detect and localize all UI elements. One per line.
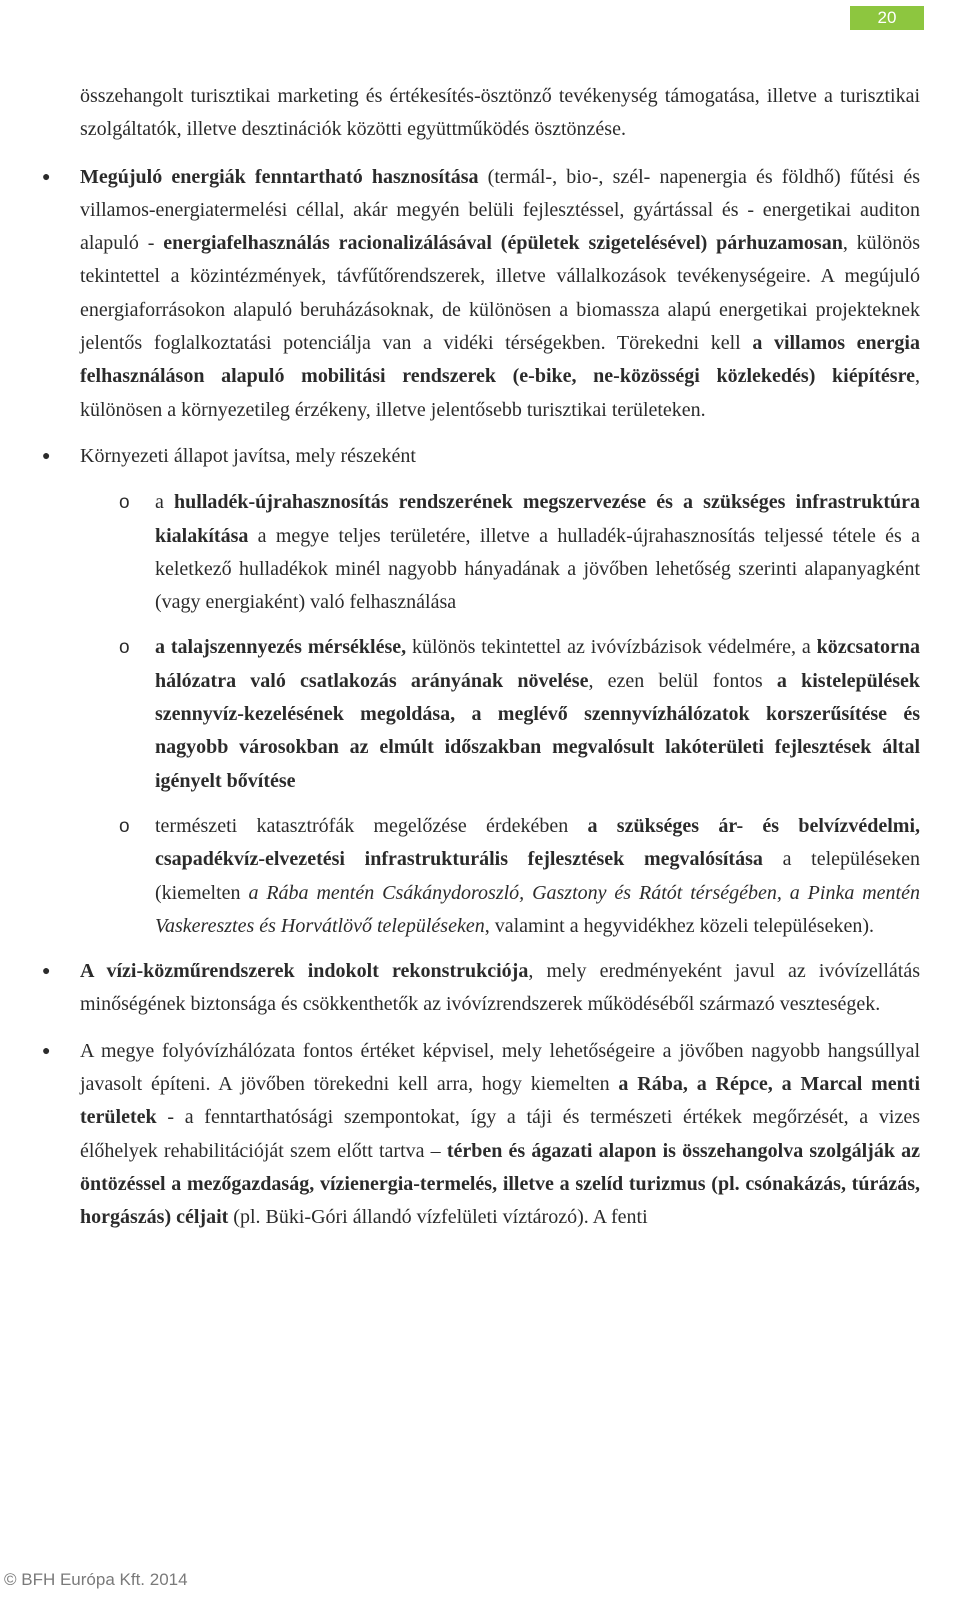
sub-bullet-icon: o bbox=[119, 637, 130, 659]
document-body bbox=[42, 80, 921, 1248]
sub-bullet-icon: o bbox=[119, 815, 130, 837]
bullet-renewable-energy bbox=[42, 161, 921, 427]
subitem-text: a hulladék-újrahasznosítás rendszerének megszervezése és a szükséges infrastruktúra kialakítása a megye teljes területére, illetve a hulladék-újrahasznosítás teljessé tétele és a keletkező hulladékok minél nagyobb hányadának a jövőben lehetőség szerinti alapanyagként (vagy energiaként) való felhasználása bbox=[155, 491, 920, 614]
bullet-water-utilities bbox=[42, 955, 920, 1022]
environment-sublist bbox=[80, 486, 920, 943]
bullet-icon: ● bbox=[42, 448, 51, 464]
bullet-icon: ● bbox=[42, 169, 51, 185]
bullet-icon: ● bbox=[42, 1043, 51, 1059]
bullet-text: Környezeti állapot javítsa, mely részeként bbox=[80, 444, 416, 467]
page-number-badge: 20 bbox=[850, 6, 924, 30]
bullet-river-network bbox=[42, 1035, 921, 1235]
subitem-text: természeti katasztrófák megelőzése érdekében a szükséges ár- és belvízvédelmi, csapadékvíz-elvezetési infrastrukturális fejlesztések megvalósítása a településeken (kiemelten a Rába mentén Csákánydoroszló, Gasztony és Rátót térségében, a Pinka mentén Vaskeresztes és Horvátlövő településeken, valamint a hegyvidékhez közeli településeken). bbox=[155, 814, 920, 937]
sub-bullet-icon: o bbox=[119, 492, 130, 514]
bullet-text: Megújuló energiák fenntartható hasznosítása (termál-, bio-, szél- napenergia és földhő) fűtési és villamos-energiatermelési céllal, akár megyén belüli fejlesztéssel, gyártással és - energetikai auditon alapuló - energiafelhasználás racionalizálásával (épületek szigetelésével) párhuzamosan, különös tekintettel a közintézmények, távfűtőrendszerek, illetve vállalkozások tevékenységeire. A megújuló energiaforrásokon alapuló beruházásoknak, de különösen a biomassza alapú energetikai projekteknek jelentős foglalkoztatási potenciálja van a vidéki térségekben. Törekedni kell a villamos energia felhasználáson alapuló mobilitási rendszerek (e-bike, ne-közösségi közlekedés) kiépítésre, különösen a környezetileg érzékeny, illetve jelentősebb turisztikai területeken. bbox=[80, 165, 921, 421]
intro-paragraph: összehangolt turisztikai marketing és értékesítés-ösztönző tevékenység támogatása, illetve a turisztikai szolgáltatók, illetve desztinációk közötti együttműködés ösztönzése. bbox=[80, 85, 920, 141]
footer-copyright: © BFH Európa Kft. 2014 bbox=[4, 1570, 188, 1589]
bullet-environment bbox=[42, 440, 920, 473]
bullet-text: A megye folyóvízhálózata fontos értéket képvisel, mely lehetőségeire a jövőben nagyobb hangsúllyal javasolt építeni. A jövőben törekedni kell arra, hogy kiemelten a Rába, a Répce, a Marcal menti területek - a fenntarthatósági szempontokat, így a táji és természeti értékek megőrzését, a vizes élőhelyek rehabilitációját szem előtt tartva – térben és ágazati alapon is összehangolva szolgálják az öntözéssel a mezőgazdaság, vízienergia-termelés, illetve a szelíd turizmus (pl. csónakázás, túrázás, horgászás) céljait (pl. Büki-Góri állandó vízfelületi víztározó). A fenti bbox=[80, 1039, 921, 1229]
subitem-disaster-prevention bbox=[119, 810, 920, 943]
subitem-waste-recycling bbox=[119, 486, 920, 619]
subitem-soil-pollution bbox=[119, 631, 921, 797]
subitem-text: a talajszennyezés mérséklése, különös tekintettel az ivóvízbázisok védelmére, a közcsatorna hálózatra való csatlakozás arányának növelése, ezen belül fontos a kistelepülések szennyvíz-kezelésének megoldása, a meglévő szennyvízhálózatok korszerűsítése és nagyobb városokban az elmúlt időszakban megvalósult lakóterületi fejlesztések által igényelt bővítése bbox=[155, 636, 921, 792]
bullet-text: A vízi-közműrendszerek indokolt rekonstrukciója, mely eredményeként javul az ivóvízellátás minőségének biztonsága és csökkenthetők az ivóvízrendszerek működéséből származó veszteségek. bbox=[80, 960, 920, 1016]
bullet-icon: ● bbox=[42, 964, 51, 980]
